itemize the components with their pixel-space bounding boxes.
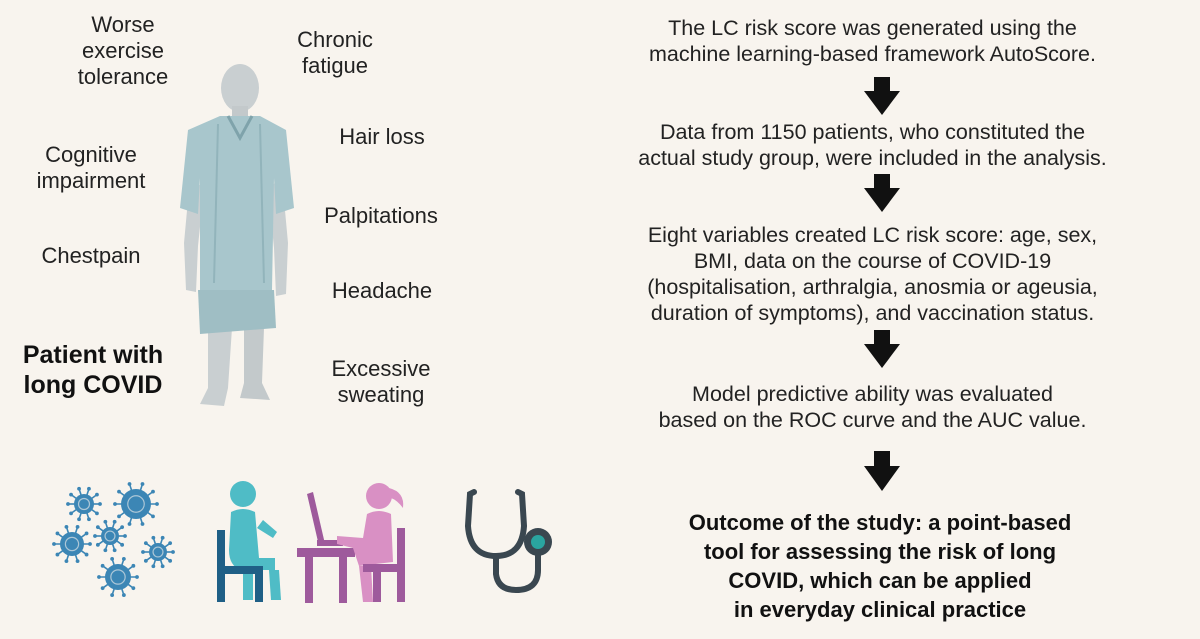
down-arrow-icon xyxy=(864,174,900,212)
flow-step-4: Model predictive ability was evaluated based on the ROC curve and the AUC value. xyxy=(658,382,1087,432)
down-arrow-icon xyxy=(864,77,900,115)
symptom-excessive-sweating: Excessive sweating xyxy=(331,356,431,407)
patient-label: Patient with long COVID xyxy=(22,341,164,399)
stethoscope-icon xyxy=(462,486,562,596)
down-arrow-icon xyxy=(864,451,900,491)
patient-consultation-icon xyxy=(213,478,418,603)
study-outcome: Outcome of the study: a point-based tool for assessing the risk of long COVID, which can be applied in everyday clinical practice xyxy=(688,510,1072,622)
symptom-chronic-fatigue: Chronic fatigue xyxy=(297,27,373,78)
flow-step-1: The LC risk score was generated using the machine learning-based framework AutoScore. xyxy=(649,16,1096,66)
symptom-cognitive-impairment: Cognitive impairment xyxy=(36,142,146,193)
flow-step-3: Eight variables created LC risk score: age, sex, BMI, data on the course of COVID-19 (hospitalisation, arthralgia, anosmia or ageusia, duration of symptoms), and vaccination status. xyxy=(647,223,1098,325)
flow-step-2: Data from 1150 patients, who constituted the actual study group, were included in the analysis. xyxy=(638,120,1107,170)
virus-particle-icon xyxy=(141,536,175,568)
virus-particle-icon xyxy=(93,520,127,552)
symptom-worse-exercise-tolerance: Worse exercise tolerance xyxy=(77,12,169,89)
symptom-palpitations: Palpitations xyxy=(324,203,438,228)
virus-particle-icon xyxy=(113,482,159,526)
virus-particle-icon xyxy=(97,557,139,597)
patient-figure-icon xyxy=(178,58,298,418)
virus-cluster-icon xyxy=(54,484,184,594)
virus-particle-icon xyxy=(66,487,102,521)
symptom-hair-loss: Hair loss xyxy=(339,124,425,149)
down-arrow-icon xyxy=(864,330,900,368)
virus-particle-icon xyxy=(52,525,92,563)
symptom-headache: Headache xyxy=(331,278,433,303)
symptom-chestpain: Chestpain xyxy=(41,243,141,268)
